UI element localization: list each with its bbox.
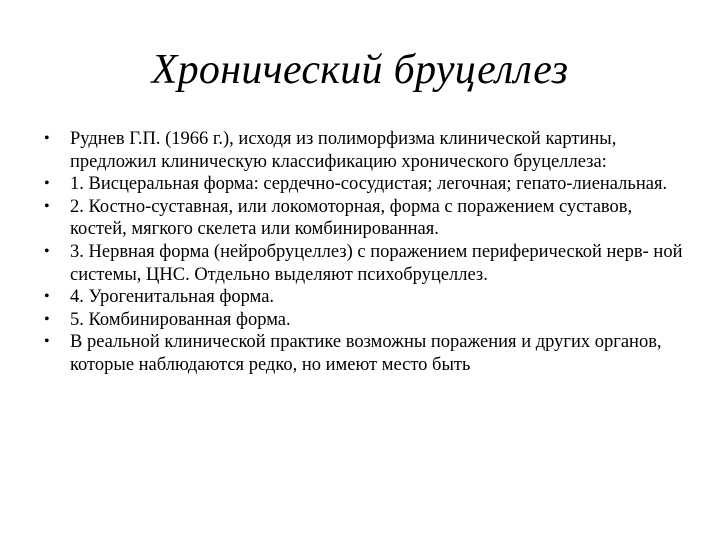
bullet-text: 2. Костно-суставная, или локомоторная, форма с поражением суставов, костей, мягкого скелета или комбинированная. <box>70 196 633 240</box>
bullet-item-2 <box>38 173 688 196</box>
bullet-text: Руднев Г.П. (1966 г.), исходя из полиморфизма клинической картины, предложил клиническую классификацию хронического бруцеллеза: <box>70 129 617 172</box>
bullet-dot-icon: • <box>44 333 50 351</box>
bullet-item-3 <box>38 196 688 241</box>
slide-title: Хронический бруцеллез <box>151 47 569 93</box>
bullet-item-6 <box>38 309 688 332</box>
bullet-dot-icon: • <box>44 310 50 328</box>
bullet-text: В реальной клинической практике возможны поражения и других органов, которые наблюдаются редко, но имеют место быть <box>70 332 662 375</box>
bullet-dot-icon: • <box>44 130 50 147</box>
bullet-item-7 <box>38 331 688 376</box>
bullet-item-5 <box>38 286 688 309</box>
bullet-list <box>38 128 688 377</box>
bullet-dot-icon: • <box>44 288 50 306</box>
bullet-item-1 <box>38 128 688 173</box>
bullet-text: 4. Урогенитальная форма. <box>70 287 275 308</box>
bullet-dot-icon: • <box>44 197 50 215</box>
bullet-item-4 <box>38 241 688 286</box>
bullet-text: 3. Нервная форма (нейробруцеллез) с поражением периферической нерв- ной системы, ЦНС. Отдельно выделяют психобруцеллез. <box>70 241 683 285</box>
bullet-dot-icon: • <box>44 175 50 193</box>
bullet-dot-icon: • <box>44 242 50 260</box>
bullet-text: 1. Висцеральная форма: сердечно-сосудистая; легочная; гепато-лиенальная. <box>70 174 668 195</box>
bullet-text: 5. Комбинированная форма. <box>70 309 291 330</box>
